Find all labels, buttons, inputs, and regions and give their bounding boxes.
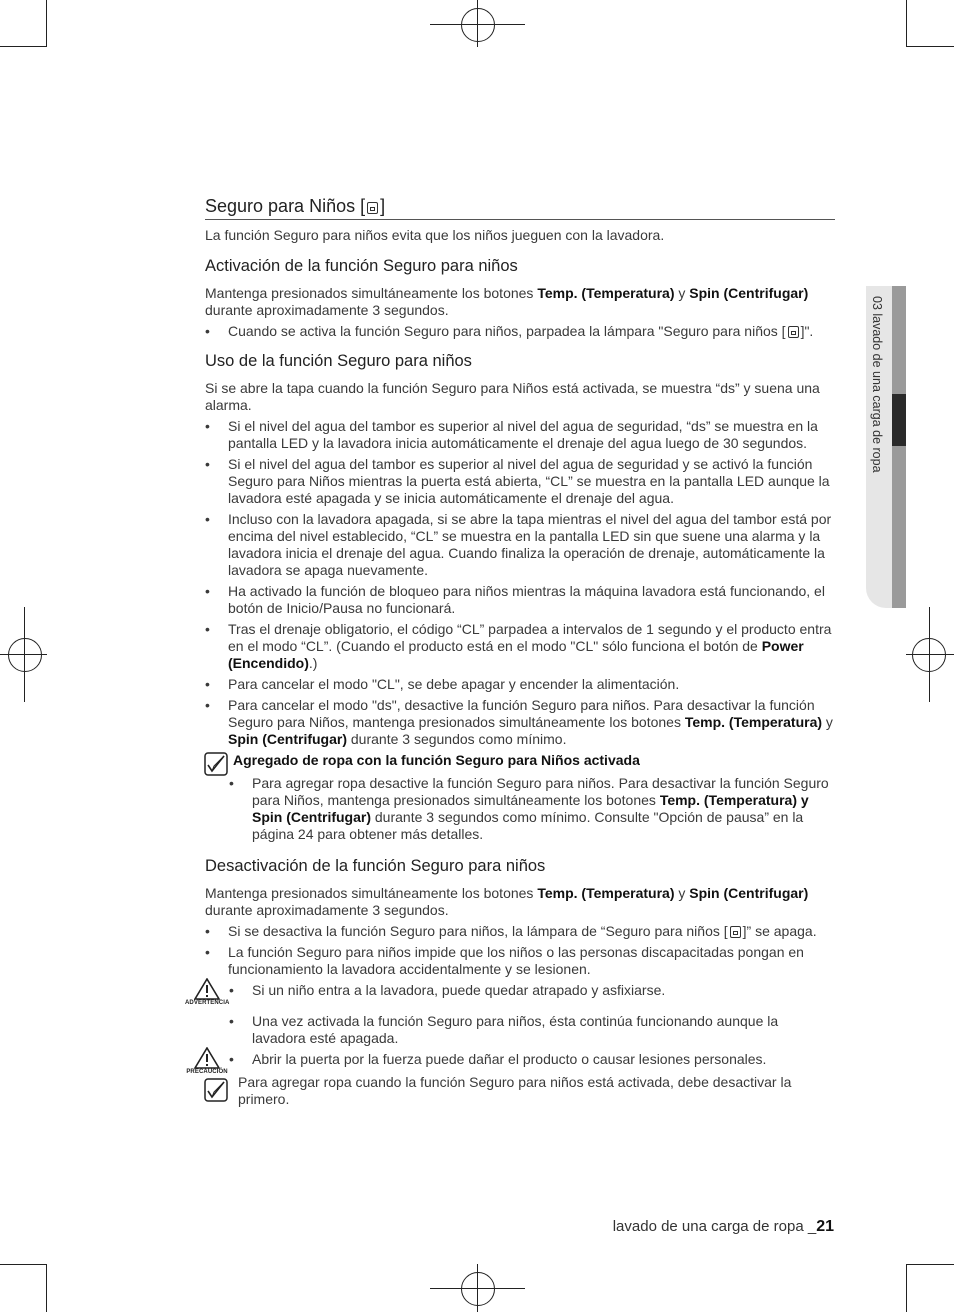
deactivation-bullet: • Si se desactiva la función Seguro para niños, la lámpara de “Seguro para niños [ ]” se apaga.	[205, 923, 835, 940]
page-footer: lavado de una carga de ropa _21	[612, 1218, 834, 1235]
deactivation-paragraph: Mantenga presionados simultáneamente los botones Temp. (Temperatura) y Spin (Centrifugar) durante aproximadamente 3 segundos.	[205, 885, 809, 918]
activation-bullet: • Cuando se activa la función Seguro para niños, parpadea la lámpara "Seguro para niños [ ]".	[205, 323, 835, 340]
intro-paragraph: La función Seguro para niños evita que los niños jueguen con la lavadora.	[205, 227, 665, 243]
warning-icon	[185, 978, 229, 1006]
crop-mark	[906, 1264, 954, 1265]
child-lock-icon	[730, 926, 741, 938]
crop-mark	[906, 0, 907, 47]
usage-bullet: • Si el nivel del agua del tambor es superior al nivel del agua de seguridad, “ds” se muestra en la pantalla LED y la lavadora inicia automáticamente el drenaje del agua luego de 30 segundos.	[205, 418, 835, 452]
crop-mark	[0, 46, 47, 47]
crop-mark	[906, 46, 954, 47]
crop-mark	[46, 0, 47, 47]
warning-block	[185, 982, 835, 1006]
note-bullet: • Para agregar ropa desactive la función Seguro para niños. Para desactivar la función Seguro para Niños, mantenga presionados simultáneamente los botones Temp. (Temperatura) y Spin (Centrifugar) durante 3 segundos como mínimo. Consulte "Opción de pausa” en la página 24 para obtener más detalles.	[229, 775, 835, 843]
final-note-text: Para agregar ropa cuando la función Seguro para niños está activada, debe desactivar la primero.	[238, 1074, 792, 1107]
caution-bullet: • Una vez activada la función Seguro para niños, ésta continúa funcionando aunque la lavadora esté apagada.	[229, 1013, 835, 1047]
deactivation-bullet: • La función Seguro para niños impide que los niños o las personas discapacitadas pongan en funcionamiento la lavadora accidentalmente y se lesionen.	[205, 944, 835, 978]
crop-mark	[0, 1264, 47, 1265]
activation-paragraph: Mantenga presionados simultáneamente los botones Temp. (Temperatura) y Spin (Centrifugar) durante aproximadamente 3 segundos.	[205, 285, 809, 318]
note-pencil-icon	[204, 1078, 228, 1102]
usage-heading: Uso de la función Seguro para niños	[205, 352, 472, 370]
note-pencil-icon	[204, 752, 228, 776]
note-heading: Agregado de ropa con la función Seguro para Niños activada	[233, 752, 640, 768]
usage-bullet: • Incluso con la lavadora apagada, si se abre la tapa mientras el nivel del agua del tambor está por encima del nivel establecido, “CL” se muestra en la pantalla LED sin que suene una alarma y la lavadora inicia el drenaje del agua. Cuando finaliza la operación de drenaje, automáticamente la lavadora se apaga nuevamente.	[205, 511, 835, 579]
warning-label: ADVERTENCIA	[185, 1000, 230, 1006]
usage-bullet: • Para cancelar el modo "ds", desactive la función Seguro para niños. Para desactivar la función Seguro para Niños, mantenga presionados simultáneamente los botones Temp. (Temperatura) y Spin (Centrifugar) durante 3 segundos como mínimo.	[205, 697, 835, 748]
crop-mark	[46, 1264, 47, 1312]
final-note-block	[205, 1074, 835, 1108]
usage-bullet: • Ha activado la función de bloqueo para niños mientras la máquina lavadora está funcionando, el botón de Inicio/Pausa no funcionará.	[205, 583, 835, 617]
warning-bullet: • Si un niño entra a la lavadora, puede quedar atrapado y asfixiarse.	[229, 982, 835, 999]
caution-label: PRECAUCIÓN	[186, 1069, 228, 1075]
section-title: Seguro para Niños [ ]	[205, 196, 835, 220]
child-lock-icon	[367, 202, 378, 214]
main-content	[185, 196, 835, 1114]
chapter-tab-label: 03 lavado de una carga de ropa	[870, 296, 884, 473]
chapter-tab-bar	[892, 286, 906, 394]
activation-heading: Activación de la función Seguro para niños	[205, 257, 518, 275]
page-number: 21	[816, 1218, 834, 1235]
usage-bullet: • Si el nivel del agua del tambor es superior al nivel del agua de seguridad y se activó la función Seguro para Niños mientras la puerta está abierta, “CL” se muestra en la pantalla LED aunque la lavadora esté apagada y se inicia automáticamente el drenaje del agua.	[205, 456, 835, 507]
crop-mark	[906, 1264, 907, 1312]
note-block	[205, 752, 835, 769]
usage-bullet: • Tras el drenaje obligatorio, el código “CL” parpadea a intervalos de 1 segundo y el producto entra en el modo “CL”. (Cuando el producto está en el modo "CL" sólo funciona el botón de Power (Encendido).)	[205, 621, 835, 672]
caution-bullet: • Abrir la puerta por la fuerza puede dañar el producto o causar lesiones personales.	[229, 1051, 835, 1068]
chapter-tab-marker	[892, 394, 906, 446]
caution-block	[186, 1013, 835, 1075]
deactivation-heading: Desactivación de la función Seguro para niños	[205, 857, 546, 875]
usage-intro: Si se abre la tapa cuando la función Seguro para Niños está activada, se muestra “ds” y suena una alarma.	[205, 380, 820, 413]
usage-bullet: • Para cancelar el modo "CL", se debe apagar y encender la alimentación.	[205, 676, 835, 693]
caution-icon	[185, 1047, 229, 1075]
chapter-tab-bar	[892, 446, 906, 608]
child-lock-icon	[788, 326, 799, 338]
